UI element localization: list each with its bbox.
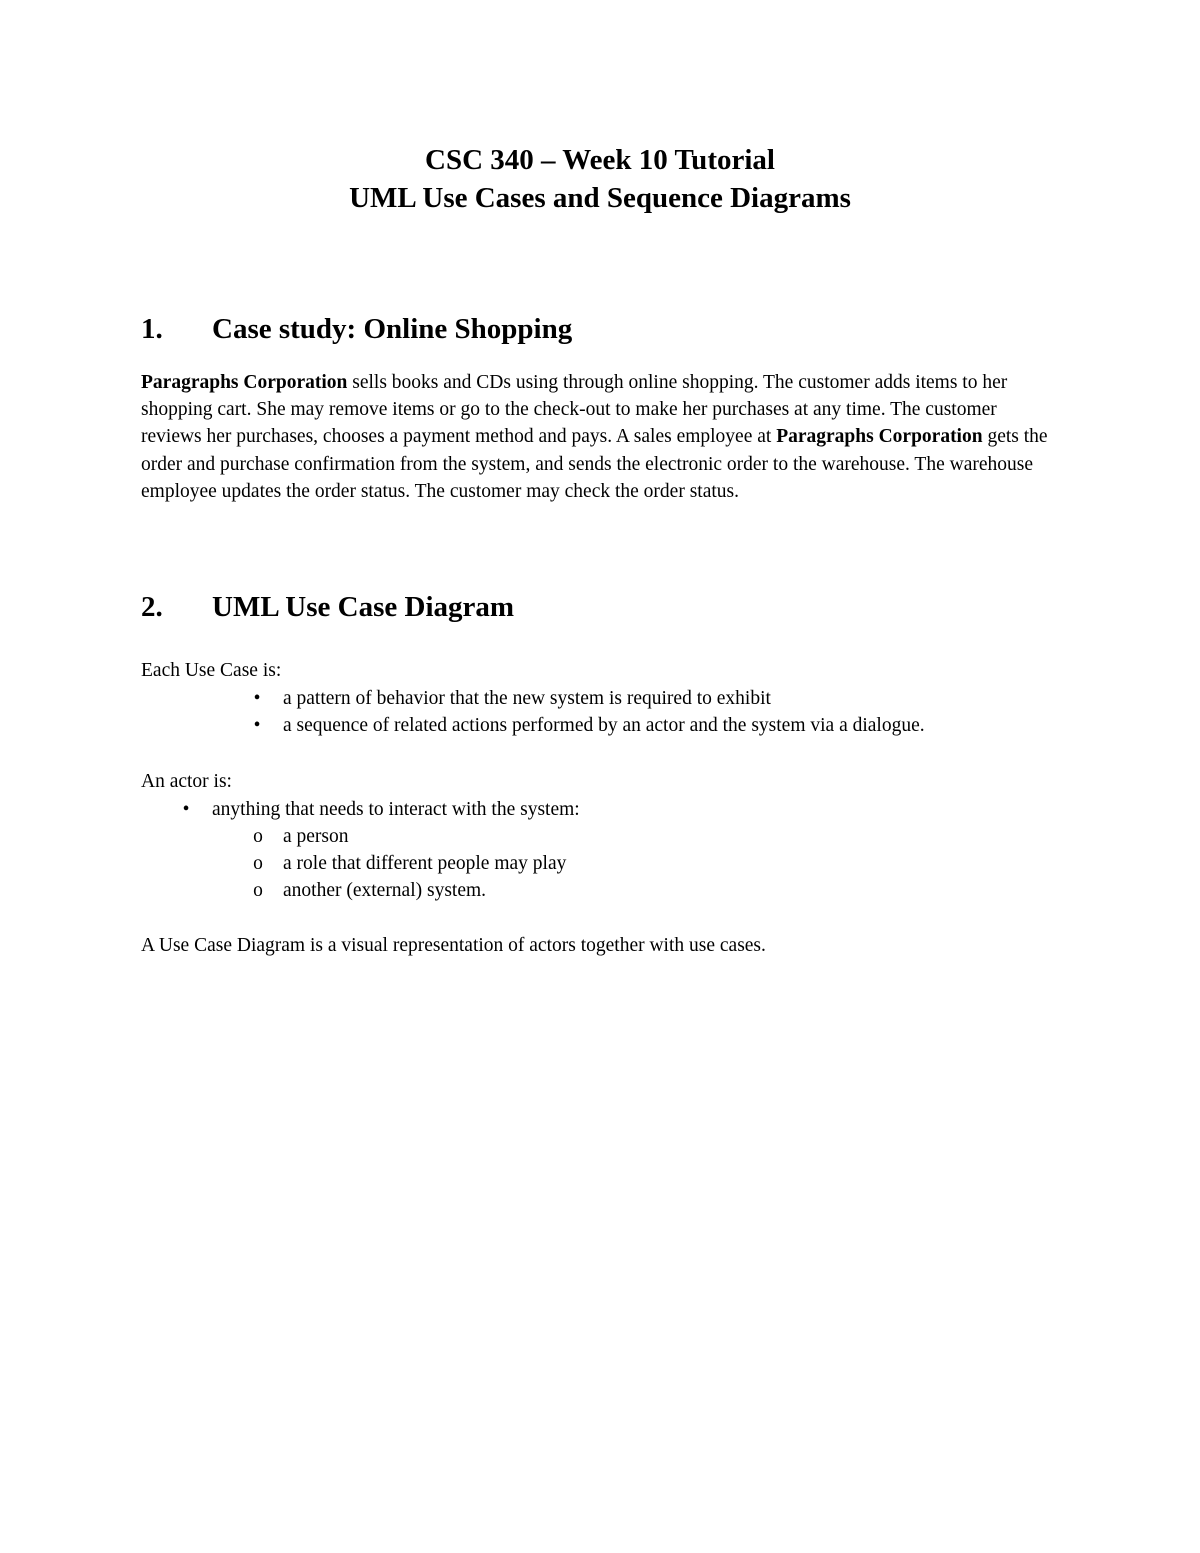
case-study-text-1: sells books and CDs using through online shopping. The customer adds items to her shopping cart. She may remove items or go to the check-out to make her purchases at any time. The customer reviews her purchases, chooses a payment method and pays. A sales employee at <box>141 372 1008 448</box>
title-line-2: UML Use Cases and Sequence Diagrams <box>349 182 851 214</box>
list-item-text: a pattern of behavior that the new system is required to exhibit <box>283 688 771 709</box>
section-2-number: 2. <box>141 591 163 623</box>
section-2-title: UML Use Case Diagram <box>212 591 515 623</box>
use-case-diagram-definition: A Use Case Diagram is a visual representation of actors together with use cases. <box>141 935 766 956</box>
bullet-icon: • <box>253 715 261 737</box>
use-case-intro: Each Use Case is: <box>141 660 282 681</box>
list-item <box>182 796 580 823</box>
company-name: Paragraphs Corporation <box>141 372 348 393</box>
actor-sublist <box>253 823 567 905</box>
circle-bullet-icon: o <box>253 880 263 902</box>
list-item-text: a person <box>283 826 349 847</box>
list-item-text: a role that different people may play <box>283 853 567 875</box>
case-study-paragraph <box>141 369 1061 505</box>
list-item-text: a sequence of related actions performed by an actor and the system via a dialogue. <box>283 715 925 737</box>
actor-list <box>182 796 580 823</box>
company-name: Paragraphs Corporation <box>776 426 983 448</box>
list-item <box>253 877 566 904</box>
circle-bullet-icon: o <box>253 826 263 847</box>
section-2-heading <box>141 589 514 625</box>
list-item <box>253 823 566 850</box>
title-line-1: CSC 340 – Week 10 Tutorial <box>425 144 775 176</box>
bullet-icon: • <box>253 688 261 709</box>
document-title <box>0 141 1200 217</box>
section-1-heading <box>141 311 572 347</box>
circle-bullet-icon: o <box>253 853 263 875</box>
bullet-icon: • <box>182 799 190 820</box>
list-item-text: another (external) system. <box>283 880 487 902</box>
list-item-text: anything that needs to interact with the system: <box>212 799 580 820</box>
list-item <box>253 685 925 712</box>
section-1-number: 1. <box>141 313 163 345</box>
list-item <box>253 850 567 877</box>
use-case-list <box>253 685 925 739</box>
actor-intro: An actor is: <box>141 771 232 792</box>
list-item <box>253 712 925 739</box>
section-1-title: Case study: Online Shopping <box>212 313 573 345</box>
case-study-text-2: gets the order and purchase confirmation from the system, and sends the electronic order to the warehouse. The warehouse employee updates the order status. The customer may check the order status. <box>141 426 1048 502</box>
